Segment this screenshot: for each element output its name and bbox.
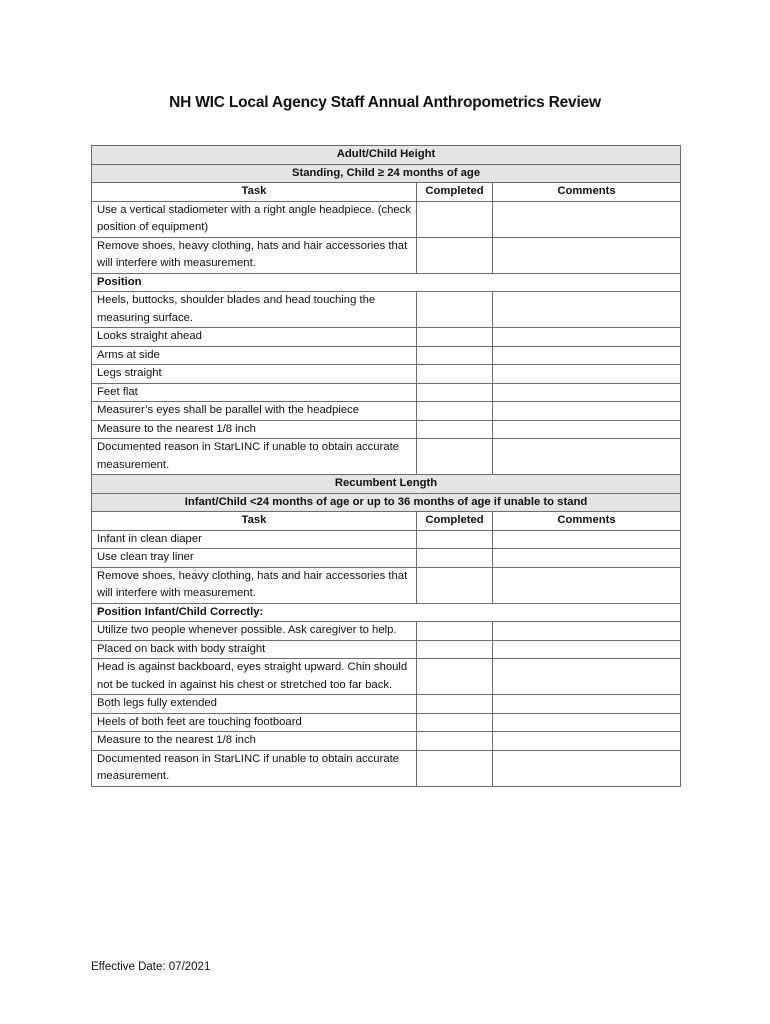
completed-cell[interactable] (417, 201, 493, 237)
completed-cell[interactable] (417, 695, 493, 714)
task-row (92, 750, 681, 786)
task-text: Remove shoes, heavy clothing, hats and hair accessories that will interfere with measurement. (92, 237, 417, 273)
subsection-row (92, 603, 681, 622)
section-subheading-row (92, 493, 681, 512)
completed-cell[interactable] (417, 292, 493, 328)
task-column-header: Task (92, 183, 417, 202)
comments-cell[interactable] (493, 201, 681, 237)
section-heading: Adult/Child Height (92, 146, 681, 165)
task-row (92, 530, 681, 549)
section-heading: Recumbent Length (92, 475, 681, 494)
completed-column-header: Completed (417, 512, 493, 531)
section-subheading-row (92, 164, 681, 183)
task-text: Looks straight ahead (92, 328, 417, 347)
task-row (92, 383, 681, 402)
comments-column-header: Comments (493, 183, 681, 202)
comments-cell[interactable] (493, 622, 681, 641)
comments-cell[interactable] (493, 567, 681, 603)
task-row (92, 549, 681, 568)
task-text: Infant in clean diaper (92, 530, 417, 549)
comments-cell[interactable] (493, 530, 681, 549)
task-text: Head is against backboard, eyes straight upward. Chin should not be tucked in against his chest or stretched too far back. (92, 659, 417, 695)
completed-cell[interactable] (417, 328, 493, 347)
task-text: Heels of both feet are touching footboard (92, 713, 417, 732)
completed-cell[interactable] (417, 420, 493, 439)
completed-cell[interactable] (417, 383, 493, 402)
task-row (92, 346, 681, 365)
task-row (92, 365, 681, 384)
task-row (92, 622, 681, 641)
task-row (92, 567, 681, 603)
comments-cell[interactable] (493, 402, 681, 421)
comments-cell[interactable] (493, 695, 681, 714)
comments-cell[interactable] (493, 365, 681, 384)
section-subheading: Infant/Child <24 months of age or up to 36 months of age if unable to stand (92, 493, 681, 512)
task-text: Measure to the nearest 1/8 inch (92, 732, 417, 751)
task-text: Both legs fully extended (92, 695, 417, 714)
comments-cell[interactable] (493, 420, 681, 439)
comments-cell[interactable] (493, 346, 681, 365)
column-header-row (92, 512, 681, 531)
completed-cell[interactable] (417, 622, 493, 641)
completed-cell[interactable] (417, 402, 493, 421)
completed-cell[interactable] (417, 237, 493, 273)
task-row (92, 713, 681, 732)
task-text: Documented reason in StarLINC if unable to obtain accurate measurement. (92, 750, 417, 786)
task-row (92, 420, 681, 439)
task-column-header: Task (92, 512, 417, 531)
completed-cell[interactable] (417, 732, 493, 751)
completed-cell[interactable] (417, 439, 493, 475)
task-text: Utilize two people whenever possible. Ask caregiver to help. (92, 622, 417, 641)
comments-cell[interactable] (493, 640, 681, 659)
task-text: Use a vertical stadiometer with a right angle headpiece. (check position of equipment) (92, 201, 417, 237)
comments-column-header: Comments (493, 512, 681, 531)
task-row (92, 328, 681, 347)
task-text: Use clean tray liner (92, 549, 417, 568)
task-row (92, 292, 681, 328)
comments-cell[interactable] (493, 549, 681, 568)
task-text: Placed on back with body straight (92, 640, 417, 659)
completed-column-header: Completed (417, 183, 493, 202)
completed-cell[interactable] (417, 365, 493, 384)
page-title: NH WIC Local Agency Staff Annual Anthropometrics Review (169, 94, 601, 111)
task-row (92, 732, 681, 751)
comments-cell[interactable] (493, 732, 681, 751)
comments-cell[interactable] (493, 292, 681, 328)
subsection-row (92, 273, 681, 292)
task-text: Feet flat (92, 383, 417, 402)
completed-cell[interactable] (417, 530, 493, 549)
task-row (92, 640, 681, 659)
task-text: Documented reason in StarLINC if unable to obtain accurate measurement. (92, 439, 417, 475)
task-row (92, 695, 681, 714)
comments-cell[interactable] (493, 750, 681, 786)
task-text: Measure to the nearest 1/8 inch (92, 420, 417, 439)
task-row (92, 402, 681, 421)
task-text: Arms at side (92, 346, 417, 365)
subsection-label: Position (92, 273, 681, 292)
task-row (92, 237, 681, 273)
completed-cell[interactable] (417, 713, 493, 732)
comments-cell[interactable] (493, 328, 681, 347)
completed-cell[interactable] (417, 640, 493, 659)
completed-cell[interactable] (417, 346, 493, 365)
task-row (92, 439, 681, 475)
comments-cell[interactable] (493, 383, 681, 402)
task-row (92, 201, 681, 237)
comments-cell[interactable] (493, 439, 681, 475)
task-text: Remove shoes, heavy clothing, hats and hair accessories that will interfere with measurement. (92, 567, 417, 603)
completed-cell[interactable] (417, 659, 493, 695)
task-text: Measurer’s eyes shall be parallel with the headpiece (92, 402, 417, 421)
column-header-row (92, 183, 681, 202)
subsection-label: Position Infant/Child Correctly: (92, 603, 681, 622)
comments-cell[interactable] (493, 713, 681, 732)
task-text: Legs straight (92, 365, 417, 384)
task-text: Heels, buttocks, shoulder blades and head touching the measuring surface. (92, 292, 417, 328)
review-table-body (92, 146, 681, 787)
section-heading-row (92, 475, 681, 494)
completed-cell[interactable] (417, 549, 493, 568)
completed-cell[interactable] (417, 567, 493, 603)
anthropometrics-review-table (91, 145, 681, 787)
task-row (92, 659, 681, 695)
section-subheading: Standing, Child ≥ 24 months of age (92, 164, 681, 183)
section-heading-row (92, 146, 681, 165)
comments-cell[interactable] (493, 659, 681, 695)
comments-cell[interactable] (493, 237, 681, 273)
effective-date: Effective Date: 07/2021 (91, 961, 211, 973)
completed-cell[interactable] (417, 750, 493, 786)
